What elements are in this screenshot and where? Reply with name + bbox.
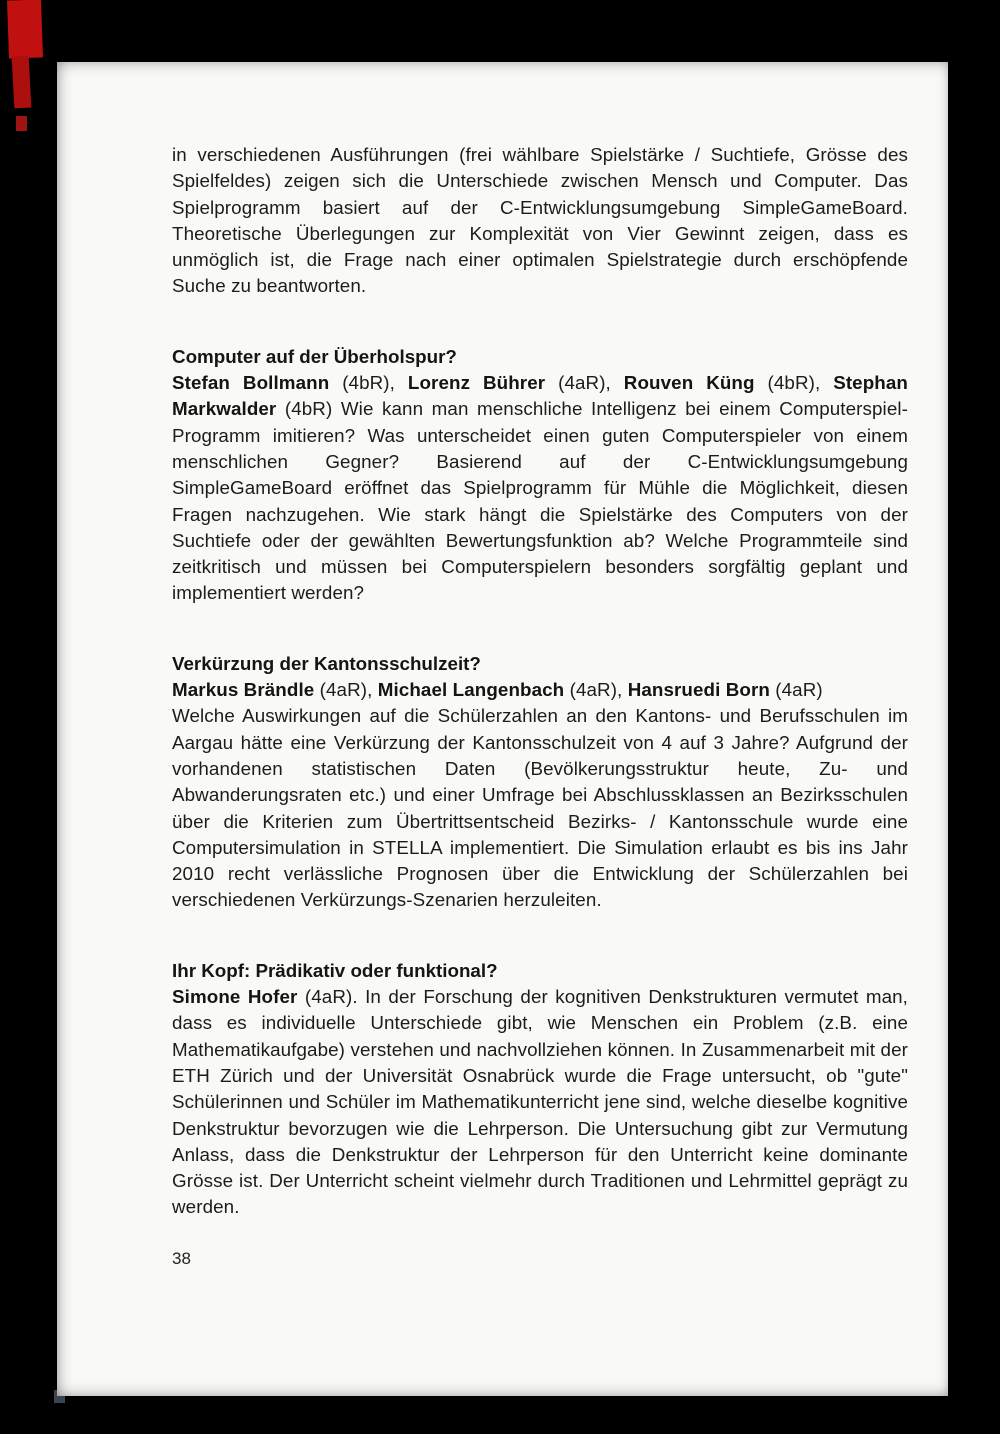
scan-artifact-red-mark-3 bbox=[16, 116, 27, 131]
section-body: Stefan Bollmann (4bR), Lorenz Bührer (4aR), Rouven Küng (4bR), Stephan Markwalder (4bR) Wie kann man menschliche Intelligenz bei einem Computerspiel-Programm imitieren? Was unterscheidet einen guten Computerspieler von einem menschlichen Gegner? Basierend auf der C-Entwicklungsumgebung SimpleGameBoard eröffnet das Spielprogramm für Mühle die Möglichkeit, diesen Fragen nachzugehen. Wie stark hängt die Spielstärke des Computers von der Suchtiefe oder der gewählten Bewertungsfunktion ab? Welche Programmteile sind zeitkritisch und müssen bei Computerspielern besonders sorgfältig geplant und implementiert werden? bbox=[172, 372, 908, 604]
section-title: Computer auf der Überholspur? bbox=[172, 345, 457, 367]
scan-artifact-red-mark-2 bbox=[12, 56, 32, 109]
section-title: Verkürzung der Kantonsschulzeit? bbox=[172, 652, 481, 674]
section-ihr-kopf bbox=[172, 958, 908, 1221]
section-title: Ihr Kopf: Prädikativ oder funktional? bbox=[172, 959, 498, 981]
section-body: Simone Hofer (4aR). In der Forschung der kognitiven Denkstrukturen vermutet man, dass es individuelle Unterschiede gibt, wie Menschen ein Problem (z.B. eine Mathematikaufgabe) verstehen und nachvollziehen können. In Zusammenarbeit mit der ETH Zürich und der Universität Osnabrück wurde die Frage untersucht, ob "gute" Schülerinnen und Schüler im Mathematikunterricht jene sind, welche dieselbe kognitive Denkstruktur bevorzugen wie die Lehrperson. Die Untersuchung gibt zur Vermutung Anlass, dass die Denkstruktur der Lehrperson für den Unterricht keine dominante Grösse ist. Der Unterricht scheint vielmehr durch Traditionen und Lehrmittel geprägt zu werden. bbox=[172, 986, 908, 1218]
page-number: 38 bbox=[172, 1248, 191, 1268]
document-page bbox=[57, 62, 948, 1396]
section-body: Markus Brändle (4aR), Michael Langenbach (4aR), Hansruedi Born (4aR) Welche Auswirkungen auf die Schülerzahlen an den Kantons- und Berufsschulen im Aargau hätte eine Verkürzung der Kantonsschulzeit von 4 auf 3 Jahre? Aufgrund der vorhandenen statistischen Daten (Bevölkerungsstruktur heute, Zu- und Abwanderungsraten etc.) und einer Umfrage bei Abschlussklassen an Bezirksschulen über die Kriterien zum Übertrittsentscheid Bezirks- / Kantonsschule wurde eine Computersimulation in STELLA implementiert. Die Simulation erlaubt es bis ins Jahr 2010 recht verlässliche Prognosen über die Entwicklung der Schülerzahlen bei verschiedenen Verkürzungs-Szenarien herzuleiten. bbox=[172, 679, 908, 911]
section-verkuerzung-kantonsschulzeit bbox=[172, 651, 908, 914]
intro-paragraph: in verschiedenen Ausführungen (frei wählbare Spielstärke / Suchtiefe, Grösse des Spielfeldes) zeigen sich die Unterschiede zwischen Mensch und Computer. Das Spielprogramm basiert auf der C-Entwicklungsumgebung SimpleGameBoard. Theoretische Überlegungen zur Komplexität von Vier Gewinnt zeigen, dass es unmöglich ist, die Frage nach einer optimalen Spielstrategie durch erschöpfende Suche zu beantworten. bbox=[172, 144, 908, 297]
scan-artifact-red-mark-1 bbox=[7, 0, 43, 59]
section-computer-ueberholspur bbox=[172, 344, 908, 607]
